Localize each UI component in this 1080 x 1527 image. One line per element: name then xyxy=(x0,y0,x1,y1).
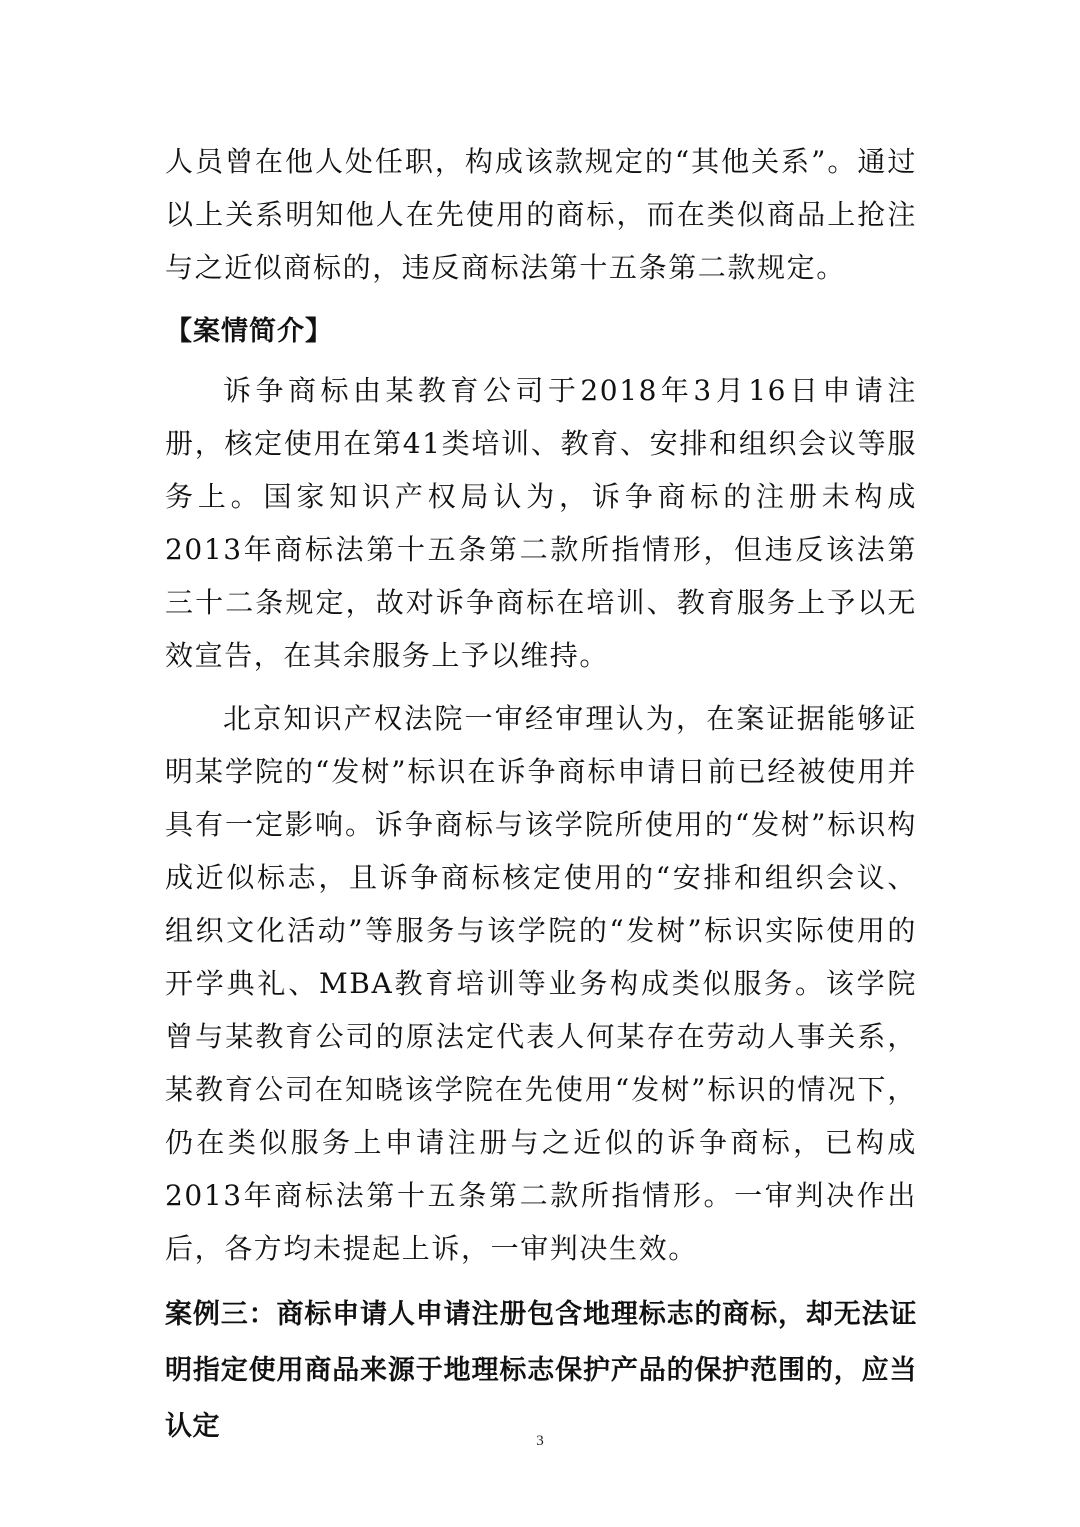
intro-paragraph: 人员曾在他人处任职，构成该款规定的“其他关系”。通过以上关系明知他人在先使用的商标，而在类似商品上抢注与之近似商标的，违反商标法第十五条第二款规定。 xyxy=(165,145,917,284)
document-body xyxy=(165,135,917,1455)
case-three-title: 案例三：商标申请人申请注册包含地理标志的商标，却无法证明指定使用商品来源于地理标志保护产品的保护范围的，应当认定 xyxy=(165,1299,917,1442)
court-ruling-paragraph: 北京知识产权法院一审经审理认为，在案证据能够证明某学院的“发树”标识在诉争商标申请日前已经被使用并具有一定影响。诉争商标与该学院所使用的“发树”标识构成近似标志，且诉争商标核定使用的“安排和组织会议、组织文化活动”等服务与该学院的“发树”标识实际使用的开学典礼、MBA教育培训等业务构成类似服务。该学院曾与某教育公司的原法定代表人何某存在劳动人事关系，某教育公司在知晓该学院在先使用“发树”标识的情况下，仍在类似服务上申请注册与之近似的诉争商标，已构成2013年商标法第十五条第二款所指情形。一审判决作出后，各方均未提起上诉，一审判决生效。 xyxy=(165,702,917,1265)
section-heading-case-summary: 【案情简介】 xyxy=(165,316,333,347)
page-number: 3 xyxy=(536,1433,544,1449)
case-summary-paragraph: 诉争商标由某教育公司于2018年3月16日申请注册，核定使用在第41类培训、教育、安排和组织会议等服务上。国家知识产权局认为，诉争商标的注册未构成2013年商标法第十五条第二款所指情形，但违反该法第三十二条规定，故对诉争商标在培训、教育服务上予以无效宣告，在其余服务上予以维持。 xyxy=(165,374,917,672)
